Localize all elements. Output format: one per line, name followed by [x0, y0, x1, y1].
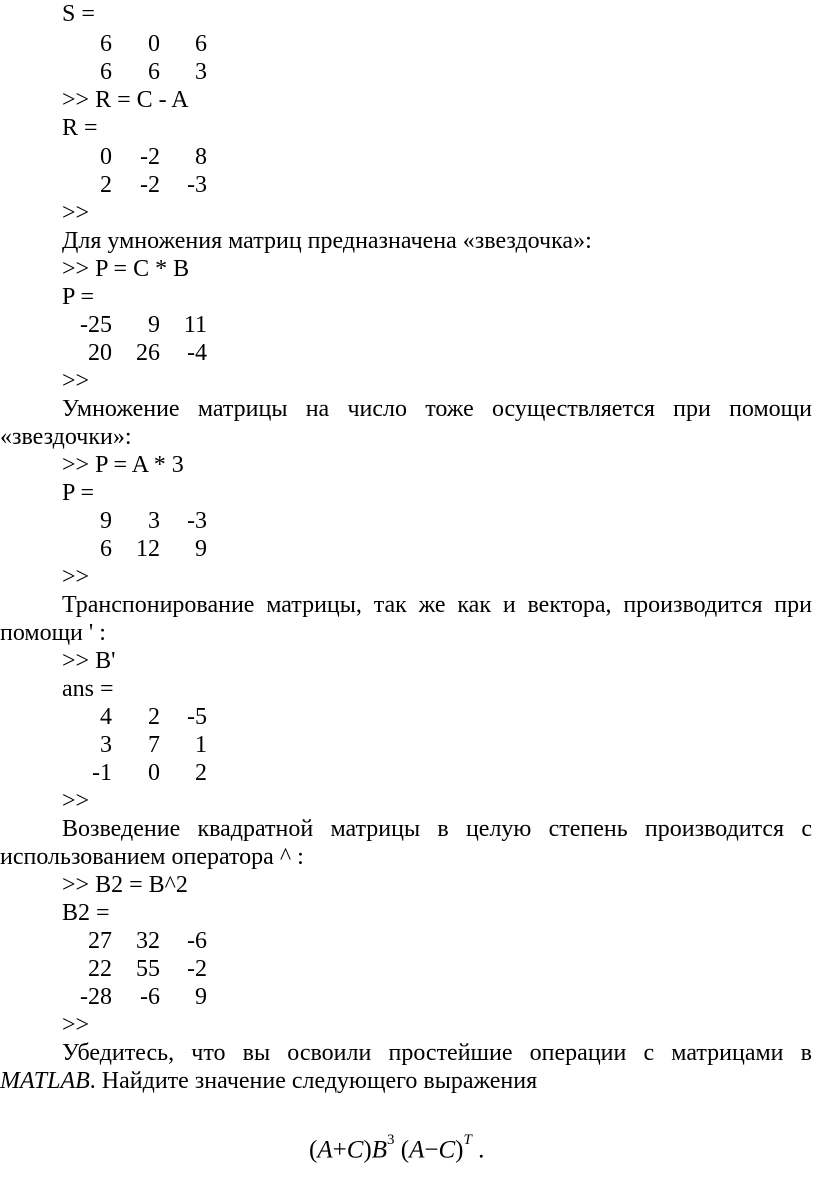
matrix-cell: -2	[140, 144, 160, 170]
matrix-cell: -3	[187, 508, 207, 534]
matrix-cell: -2	[187, 956, 207, 982]
p2-label: P =	[62, 480, 94, 506]
formula-close-paren-1: )	[363, 1136, 372, 1164]
matrix-cell: 7	[148, 732, 160, 758]
matrix-cell: 2	[148, 704, 160, 730]
text-task-start: Убедитесь, что вы освоили простейшие операции с матрицами в	[62, 1040, 812, 1066]
command-b2: >> B2 = B^2	[62, 872, 188, 898]
matrix-cell: -25	[80, 312, 112, 338]
matrix-cell: -1	[92, 760, 112, 786]
matrix-cell: 9	[195, 536, 207, 562]
p1-matrix	[0, 311, 400, 367]
formula-a-1: A	[317, 1136, 333, 1164]
matrix-cell: 9	[148, 312, 160, 338]
matrix-cell: 3	[100, 732, 112, 758]
matrix-cell: -6	[187, 928, 207, 954]
matrix-cell: -4	[187, 340, 207, 366]
matrix-cell: 22	[88, 956, 112, 982]
matrix-cell: 9	[195, 984, 207, 1010]
r-label: R =	[62, 115, 98, 141]
command-p1: >> P = C * B	[62, 256, 190, 282]
matrix-cell: -28	[80, 984, 112, 1010]
matrix-cell: 2	[195, 760, 207, 786]
command-transpose: >> B'	[62, 648, 116, 674]
matrix-cell: 3	[195, 59, 207, 85]
text-multiplication: Для умножения матриц предназначена «звездочка»:	[62, 228, 592, 254]
command-r: >> R = C - A	[62, 87, 189, 113]
matrix-cell: 6	[100, 536, 112, 562]
prompt-3: >>	[62, 564, 90, 590]
text-power: Возведение квадратной матрицы в целую степень производится с использованием оператора ^ :	[0, 816, 812, 870]
matrix-cell: 27	[88, 928, 112, 954]
text-task-matlab: MATLAB	[0, 1068, 90, 1094]
matrix-cell: -5	[187, 704, 207, 730]
p2-matrix	[0, 507, 400, 563]
formula-open-paren-1: (	[309, 1136, 318, 1164]
text-task-end: . Найдите значение следующего выражения	[89, 1068, 538, 1094]
matrix-cell: 0	[100, 144, 112, 170]
r-matrix	[0, 143, 400, 199]
matrix-cell: 26	[136, 340, 160, 366]
formula-exponent-t: T	[463, 1132, 472, 1148]
formula-a-2: A	[409, 1136, 425, 1164]
matrix-cell: 11	[183, 312, 207, 338]
matrix-cell: 8	[195, 144, 207, 170]
text-scalar-multiplication: Умножение матрицы на число тоже осуществляется при помощи «звездочки»:	[0, 396, 812, 450]
formula-b: B	[371, 1136, 388, 1164]
formula-open-paren-2: (	[400, 1136, 410, 1164]
matrix-cell: 6	[195, 31, 207, 57]
p1-label: P =	[62, 284, 94, 310]
matrix-cell: 55	[136, 956, 160, 982]
formula-c-1: C	[346, 1136, 364, 1164]
formula-period: .	[478, 1136, 485, 1164]
prompt-1: >>	[62, 200, 90, 226]
matrix-cell: 32	[136, 928, 160, 954]
formula-plus: +	[332, 1136, 347, 1164]
formula-c-2: C	[438, 1136, 456, 1164]
matrix-cell: -3	[187, 172, 207, 198]
s-matrix	[0, 30, 400, 86]
ans-label: ans =	[62, 676, 114, 702]
matrix-cell: 6	[100, 31, 112, 57]
matrix-cell: 1	[195, 732, 207, 758]
matrix-cell: 0	[148, 31, 160, 57]
matrix-cell: 20	[88, 340, 112, 366]
formula-exponent-3: 3	[387, 1132, 395, 1148]
matrix-cell: 4	[100, 704, 112, 730]
command-p2: >> P = A * 3	[62, 452, 184, 478]
text-transpose: Транспонирование матрицы, так же как и вектора, производится при помощи ' :	[0, 592, 812, 646]
b2-label: B2 =	[62, 900, 110, 926]
s-label: S =	[62, 1, 95, 27]
b2-matrix	[0, 927, 400, 1011]
prompt-2: >>	[62, 368, 90, 394]
ans-matrix	[0, 703, 400, 787]
matrix-cell: 2	[100, 172, 112, 198]
prompt-5: >>	[62, 1012, 90, 1038]
formula-minus: −	[424, 1136, 439, 1164]
matrix-cell: -6	[140, 984, 160, 1010]
text-task	[0, 1039, 812, 1095]
matrix-cell: 12	[136, 536, 160, 562]
formula-close-paren-2: )	[455, 1136, 464, 1164]
prompt-4: >>	[62, 788, 90, 814]
matrix-cell: -2	[140, 172, 160, 198]
matrix-cell: 0	[148, 760, 160, 786]
matrix-cell: 6	[100, 59, 112, 85]
matrix-cell: 9	[100, 508, 112, 534]
task-formula	[309, 1124, 484, 1164]
matrix-cell: 6	[148, 59, 160, 85]
matrix-cell: 3	[148, 508, 160, 534]
